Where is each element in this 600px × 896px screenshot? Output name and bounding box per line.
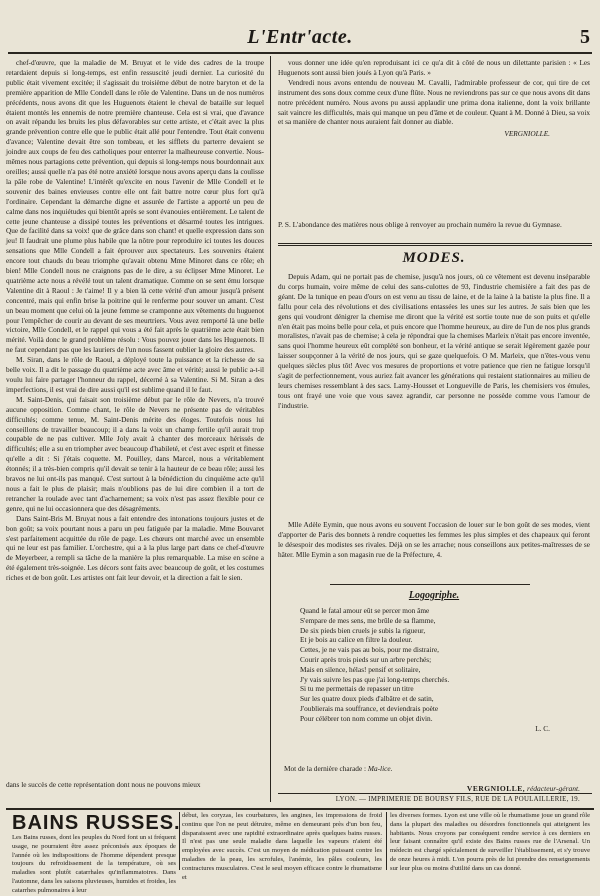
poem-line: Si tu me permettais de repasser un titre — [300, 684, 414, 694]
poem-line: J'oublierais ma souffrance, et deviendrais poète — [300, 703, 439, 713]
poem-line: De six pieds bien cruels je subis la rigueur, — [300, 625, 426, 635]
poem-line: Pour célébrer ton nom comme un objet divin. — [300, 713, 433, 723]
advertisement-divider — [179, 812, 180, 870]
poem-line: Et je bois au calice en filtre la douleur. — [300, 635, 413, 645]
modes-title: MODES. — [402, 250, 466, 266]
left-paragraph: M. Siran, dans le rôle de Raoul, a déployé toute la puissance et la richesse de sa belle voix. Il a dit le passage du quatrième acte avec âme et vérité; aussi le public a-t-il voulu lui faire partager l'honneur du rappel, décerné à sa Valentine. Si M. Siran a des imperfections, il est vrai de dire aussi qu'il est sublime quand il le faut. — [6, 355, 264, 394]
theatre-review-continued — [278, 58, 590, 244]
charade-word: Ma-lice. — [367, 764, 393, 773]
editor-role: rédacteur-gérant. — [527, 784, 580, 793]
printer-imprint: LYON. — IMPRIMERIE DE BOURSY FILS, RUE DE LA POULAILLERIE, 19. — [335, 796, 580, 803]
column-divider — [270, 56, 271, 802]
poem-line: Mais en silence, hélas! pensif et solitaire, — [300, 664, 421, 674]
left-column-foot: dans le succès de cette représentation dont nous ne pouvons mieux — [6, 780, 201, 789]
left-paragraph: M. Saint-Denis, qui faisait son troisième début par le rôle de Nevers, n'a trouvé aucune opposition. Comme chant, le rôle de Nevers ne présente pas de véritables difficultés; comme tenue, M. Saint-Denis mérite des éloges. Toutefois nous lui conseillons de travailler beaucoup; il a dans la voix un champ fertile qu'il aurait trop coupable de ne pas cultiver. Mlle Joly avait à chanter des morceaux hérissés de difficultés; elle a su en triompher avec beaucoup d'habileté, et c'est avec esprit et finesse qu'elle a dit : Si j'étais coquette. M. Pouilley, dans Marcel, nous a véritablement étonnés; il a très-bien compris qu'il devait se tenir à la hauteur de ce beau rôle; aussi les bravos ne lui ont-ils pas manqué. C'est surtout à la bénédiction du cinquième acte qu'il nous a fait le plus de plaisir; mais n'oublions pas de lui dire combien il a tort de retrancher la roulade avec tant d'acharnement; sa voix n'est pas assez flexible pour ce genre, qui ne lui occasionnera que des désagréments. — [6, 394, 264, 513]
modes-article — [278, 272, 590, 516]
review-signature: VERGNIOLLE. — [504, 129, 550, 139]
advertisement-title: BAINS RUSSES. — [12, 812, 181, 834]
section-rule — [278, 243, 592, 246]
eymin-paragraph: Mlle Adèle Eymin, que nous avons eu souvent l'occasion de louer sur le bon goût de ses modes, vient d'apporter de Paris des bonnets à rendre coquettes les femmes les plus simples et des chapeaux qui feront le désespoir des modistes ses rivales. Déjà on se les arrache; nous conseillons aux petites-maîtresses de se hâter. Mlle Eymin a son magasin rue de la Préfecture, 4. — [278, 520, 590, 559]
advertisement-column: début, les coryzas, les courbatures, les angines, les impressions de froid continu que l'on ne peut détruire, même en demeurant près d'un bon feu, disparaissent avec une rapidité extraordinaire après quelques bains russes. Il n'est pas une seule maladie dans laquelle les vapeurs n'aient été employées avec succès. C'est un moyen de médication puissant contre les maladies de la peau, les scrofules, l'anémie, les pâles couleurs, les contractures musculaires. C'est le seul moyen efficace contre le rhumatisme et — [182, 812, 382, 881]
advertisement-column: les diverses formes. Lyon est une ville où le rhumatisme joue un grand rôle dans la plupart des maladies ou désordres fonctionnels qui atteignent les habitants. Nous croyons par conséquent rendre service à ces derniers en leur faisant connaître qu'il existe des Bains russes rue de l'Arsenal. Un médecin est chargé spécialement de surveiller l'établissement, et s'y trouve de onze heures à midi. L'on pourra près de lui prendre des renseignements sur leur plus ou moins d'utilité dans un cas donné. — [390, 812, 590, 872]
editor-name: VERGNIOLLE, — [466, 784, 526, 793]
modes-paragraph: Depuis Adam, qui ne portait pas de chemise, jusqu'à nos jours, où ce vêtement est devenu inséparable du corps humain, voire même de celui des sans-culottes de 93, l'industrie chemisière a fait des pas de géant. De la tunique en peau d'ours on est venu au tissu de laine, et de la laine à la batiste la plus fine. Il a fallu pour cela des révolutions et des civilisations entassées les unes sur les autres. Je sais bien que les gens qui voudront dénigrer la chemise me diront que la vérité est sortie toute nue de son puits et qu'elle n'en était pas moins belle pour cela, et puis encore que l'homme heureux, au dire de l'un de nos plus grands moralistes, n'avait pas de chemise; à cela je répondrai que la chemises Marleix n'était pas encore inventée, sans quoi l'homme heureux eût complété son bonheur, et la vérité antique se serait légèrement gazée pour laisser soupçonner à la vérité de nos jours, qui se gaze quelquefois. O M. Marleix, que n'êtes-vous venu quelques siècles plus tôt! Avec vos mesures de proportions et votre patience que rien ne fatigue lorsqu'il s'agit de perfectionnement, vous auriez fait avancer les générations qui restaient stationnaires au milieu de leurs chemises ressemblant à des sacs. Lamy-Housset et Longueville de Paris, les chemisiers vos émules, tous ont frayé une voie que vous savez agrandir, car personne ne possède comme vous l'amour de l'industrie. — [278, 272, 590, 410]
review-paragraph: vous donner une idée qu'en reproduisant ici ce qu'a dit à côté de nous un dilettante parisien : « Les Huguenots sont aussi bien joués à Lyon qu'à Paris. » — [278, 58, 590, 77]
review-paragraph: Vendredi nous avons entendu de nouveau M. Cavalli, l'admirable professeur de cor, qui tire de cet instrument des sons doux comme ceux d'une flûte. Nous ne reviendrons pas sur ce que nous avons dit dans notre précédent numéro. Nous avons pu aussi applaudir une prima dona italienne, dont la voix brillante sait vaincre les difficultés, mais qui manque un peu d'âme et de couleur. Quant à M. Donné à Dieu, sa voix et sa manière de chanter nous auraient fait donner au diable. — [278, 77, 590, 127]
poem-line: Sur les quatre doux pieds d'albâtre et de satin, — [300, 694, 434, 704]
logogriphe-title: Logogriphe. — [408, 590, 460, 601]
advertisement-column: Les Bains russes, dont les peuples du Nord font un si fréquent usage, ne pourraient être assez préconisés aux époques de l'année où les indispositions de l'homme dépendent presque toujours du refroidissement de la température, où ses maladies sont plutôt catarrhales qu'inflammatoires. Dans l'automne, dans les saisons pluvieuses, humides et froides, les catarrhes pulmonaires à leur — [12, 834, 176, 894]
poem-line: Courir après trois pieds sur un arbre perchés; — [300, 654, 432, 664]
advertisement-divider — [386, 812, 387, 870]
left-column — [6, 58, 264, 778]
editor-line — [278, 784, 590, 793]
eymin-notice — [278, 520, 590, 580]
masthead-rule — [8, 52, 592, 54]
poem-line: S'empare de mes sens, me brûle de sa flamme, — [300, 615, 436, 625]
left-paragraph: chef-d'œuvre, que la maladie de M. Bruyat et le vide des cadres de la troupe retardaient depuis si long-temps, est enfin ressuscité jeudi dernier. La curiosité du public était vivement excitée; il s'agissait du troisième début de notre baryton et de la première apparition de Mlle Condell dans le rôle de Valentine. Dans un de nos numéros précédents, nous avons dit que les Huguenots étaient le cheval de bataille sur lequel étaient montés les ennemis de notre première chanteuse. Cela est si vrai, que d'avance on avait répandu les bruits les plus défavorables sur cette artiste, et c'était avec la plus grande prévention contre elle que le public était allé pour l'entendre. Tout était convenu d'avance; Valentine devait être son tombeau, et les sifflets du parterre devaient se joindre aux coups de feu des catholiques pour enterrer la malheureuse convertie. Nous-mêmes nous partagions cette prévention, qui depuis si long-temps nous bourdonnait aux oreilles; aussi quelle n'a pas été notre anxiété lorsque nous avons aperçu dans la coulisse la pâle robe de Valentine! L'intérêt qu'excite en nous l'avenir de Mlle Condell et le souvenir des baines envieuses contre elle ont fait battre notre cœur plus fort qu'à l'ordinaire. Cependant la démarche digne et assurée de l'artiste a apporté un peu de calme dans nos inquiétudes qui bientôt après se sont évanouies entièrement. Le talent de cette jeune chanteuse a dissipé toutes les préventions et désarmé toutes les intrigues. Que de facilité dans sa voix! que de grâce dans son chant! et quelle expression dans son jeu! Il faudrait une plume plus habile que la nôtre pour reproduire ici toutes les douces sensations que Mlle Condell a fait éprouver aux spectateurs. Les souvenirs étaient encore tout chauds du beau triomphe qu'avait obtenu Mme Minoret dans ce rôle; eh bien! Mlle Condell nous ne craignons pas de le dire, a su éclipser Mme Minoret. Le quatrième acte nous a révélé tout un talent dramatique. Comme on se sent ému lorsque Valentine dit à Raoul : Je t'aime! Il y a bien là cette vérité d'un amour jusqu'à présent concentré, mais qui enfin brise la poitrine qui le renferme pour souver un amant. C'est un beau moment que celui où la jeune femme se cramponne aux vêtements du huguenot pour l'empêcher de courir au devant de ses meurtriers. Vous avez remporté là une belle victoire, Mlle Condell, et le rappel qui vous a été fait après le quatrième acte était bien mérité. Voilà donc le grand problème résolu : Vous pouvez jouer dans les Huguenots. Il ne faut cependant pas que les lauriers de l'un nous fassent oublier la gloire des autres. — [6, 58, 264, 355]
poem-line: Quand le fatal amour eût se percer mon âme — [300, 606, 430, 615]
postscript: P. S. L'abondance des matières nous oblige à renvoyer au prochain numéro la revue du Gymnase. — [278, 220, 562, 229]
logogriphe-poem — [300, 606, 590, 733]
short-rule — [330, 584, 530, 585]
printer-rule — [278, 793, 592, 794]
poem-initials: L. C. — [535, 723, 550, 733]
masthead — [0, 26, 600, 50]
left-paragraph: Dans Saint-Bris M. Bruyat nous a fait entendre des intonations toujours justes et de bon goût; sa voix pourtant nous a paru un peu fatiguée par la maladie. Mme Bouvaret s'est parfaitement acquittée du rôle de page. Les chœurs ont marché avec un ensemble qui ne leur est pas familier. L'orchestre, qui a à la plus large part dans ce chef-d'œuvre de Meyerbeer, a rempli sa tâche de la manière la plus remarquable. La mise en scène a été également très-soignée. Les décors sont faits avec beaucoup de goût, et les costumes riches et de bon goût. Les artistes ont fait leur devoir, et la direction a fait le sien. — [6, 513, 264, 583]
charade-label: Mot de la dernière charade : — [284, 764, 367, 773]
poem-line: Cettes, je ne vais pas au bois, pour me distraire, — [300, 645, 440, 655]
charade-answer — [284, 764, 584, 773]
poem-line: J'y vais suivre les pas que j'ai long-temps cherchés. — [300, 674, 450, 684]
masthead-title: L'Entr'acte. — [247, 26, 353, 48]
page-number: 5 — [580, 26, 590, 48]
